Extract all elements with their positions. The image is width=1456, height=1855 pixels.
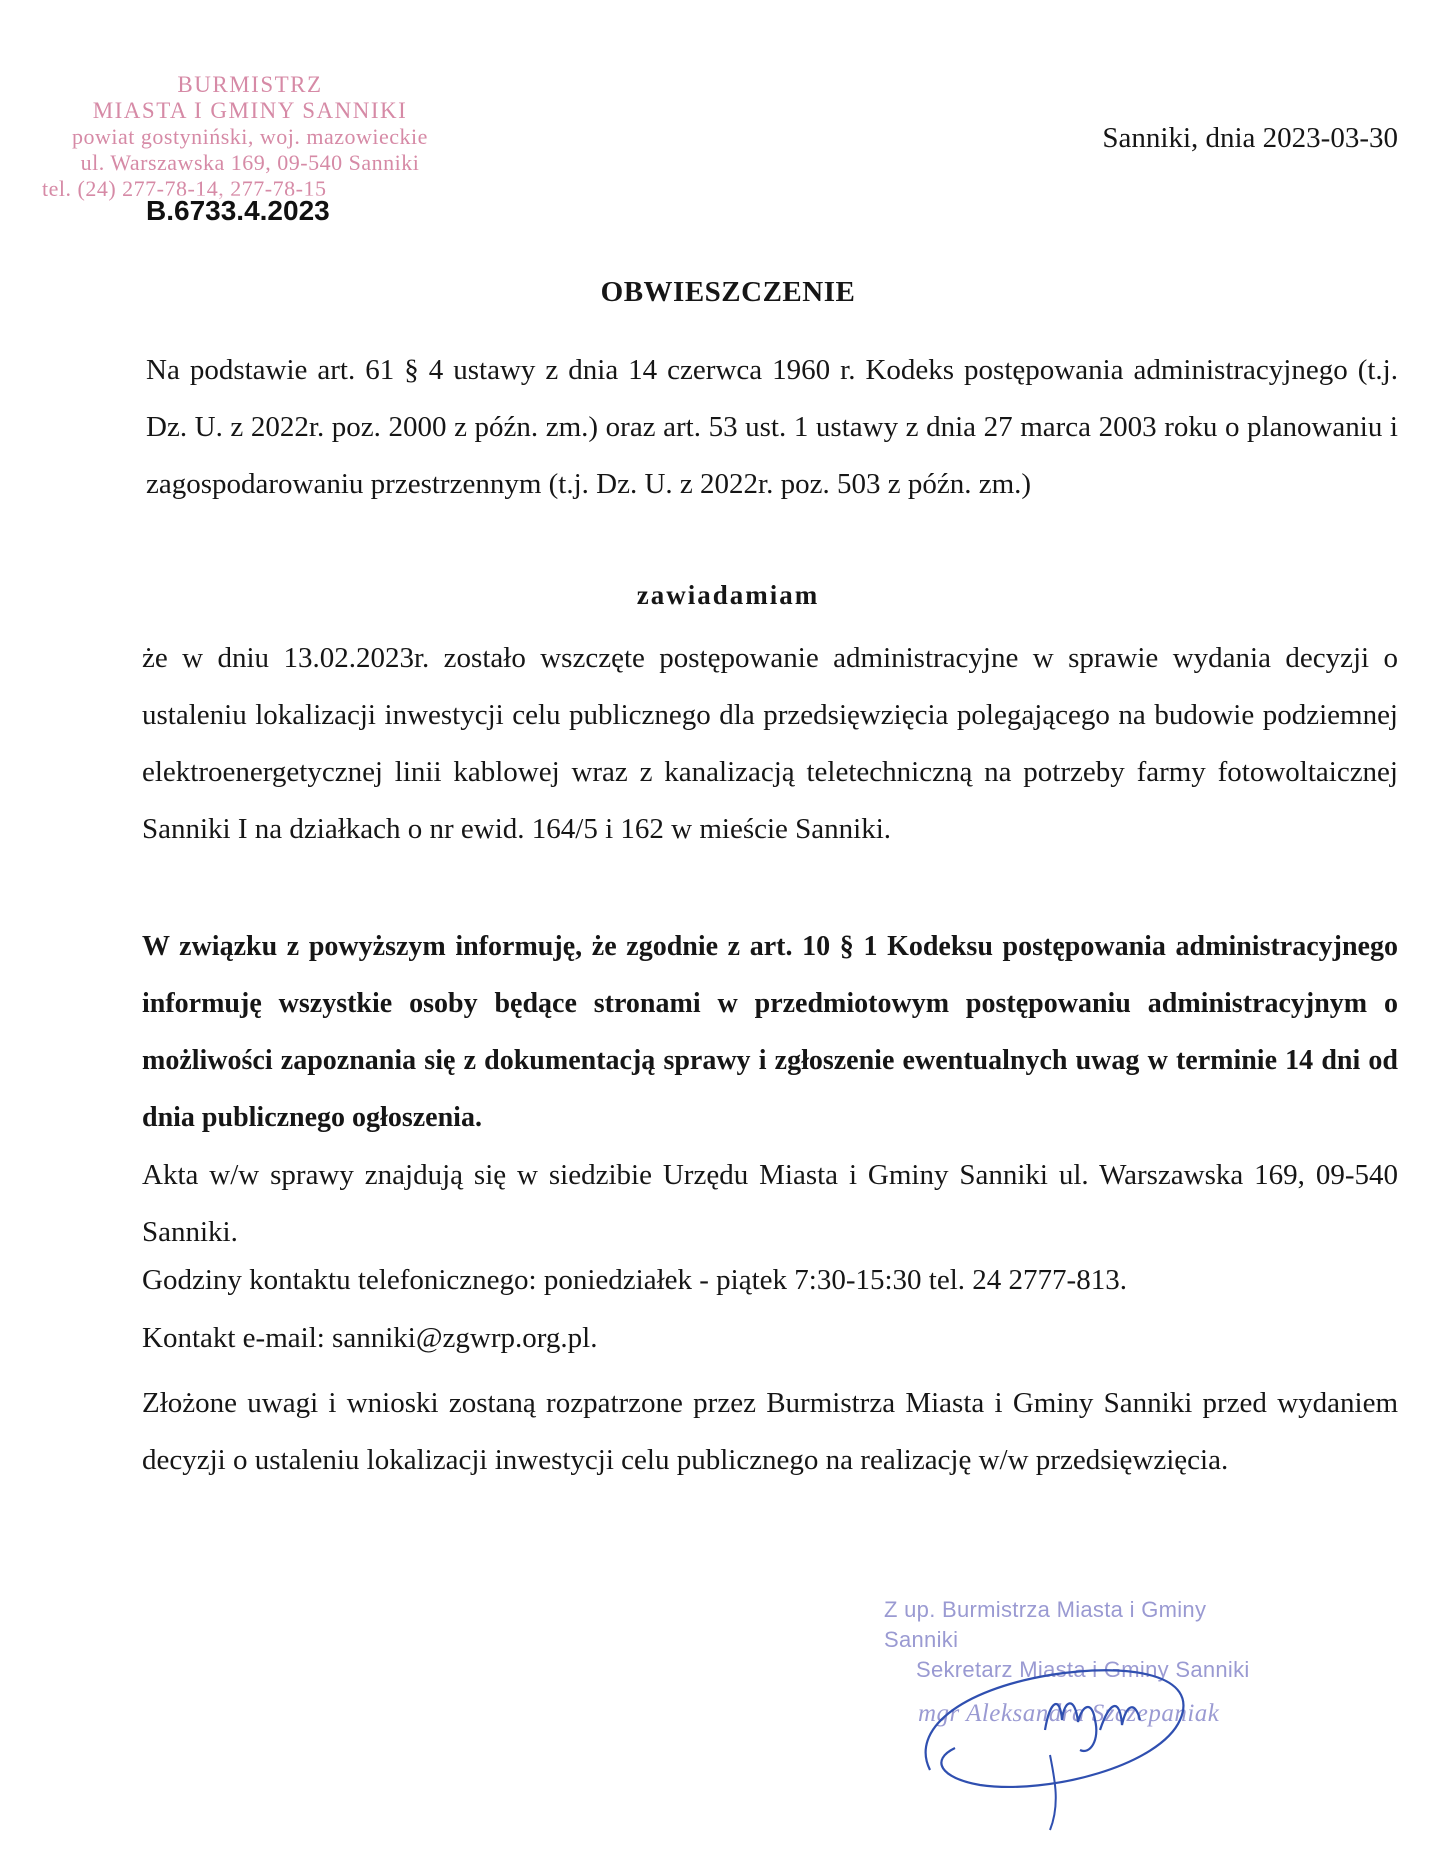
date-line: Sanniki, dnia 2023-03-30 — [1102, 122, 1398, 154]
notify-heading: zawiadamiam — [636, 580, 820, 610]
handwritten-signature — [900, 1580, 1220, 1840]
phone-hours-line: Godziny kontaktu telefonicznego: poniedziałek - piątek 7:30-15:30 tel. 24 2777-813. — [142, 1264, 1127, 1296]
reference-number: B.6733.4.2023 — [146, 195, 330, 226]
proceeding-paragraph: że w dniu 13.02.2023r. zostało wszczęte postępowanie administracyjne w sprawie wydania decyzji o ustaleniu lokalizacji inwestycji celu publicznego dla przedsięwzięcia polegającego na budowie podziemnej elektroenergetycznej linii kablowej wraz z kanalizacją teletechniczną na potrzeby farmy fotowoltaicznej Sanniki I na działkach o nr ewid. 164/5 i 162 w mieście Sanniki. — [142, 642, 1398, 845]
remarks-paragraph: Złożone uwagi i wnioski zostaną rozpatrzone przez Burmistrza Miasta i Gminy Sanniki przed wydaniem decyzji o ustaleniu lokalizacji inwestycji celu publicznego na realizację w/w przedsięwzięcia. — [142, 1387, 1398, 1476]
signatory-name: mgr Aleksandra Szczepaniak — [918, 1700, 1220, 1727]
files-location-paragraph: Akta w/w sprawy znajdują się w siedzibie Urzędu Miasta i Gminy Sanniki ul. Warszawska 169, 09-540 Sanniki. — [142, 1159, 1398, 1248]
signature-authority-line: Z up. Burmistrza Miasta i Gminy Sanniki — [884, 1597, 1207, 1652]
legal-basis-paragraph: Na podstawie art. 61 § 4 ustawy z dnia 14 czerwca 1960 r. Kodeks postępowania administracyjnego (t.j. Dz. U. z 2022r. poz. 2000 z późn. zm.) oraz art. 53 ust. 1 ustawy z dnia 27 marca 2003 roku o planowaniu i zagospodarowaniu przestrzennym (t.j. Dz. U. z 2022r. poz. 503 z późn. zm.) — [146, 354, 1398, 500]
notice-paragraph-bold: W związku z powyższym informuję, że zgodnie z art. 10 § 1 Kodeksu postępowania administracyjnego informuję wszystkie osoby będące stronami w przedmiotowym postępowaniu administracyjnym o możliwości zapoznania się z dokumentacją sprawy i zgłoszenie ewentualnych uwag w terminie 14 dni od dnia publicznego ogłoszenia. — [142, 931, 1398, 1133]
stamp-line-phone: tel. (24) 277-78-14, 277-78-15 — [42, 176, 327, 201]
stamp-line-office: MIASTA I GMINY SANNIKI — [92, 98, 408, 123]
signature-role-line: Sekretarz Miasta i Gminy Sanniki — [916, 1657, 1250, 1682]
stamp-line-region: powiat gostyniński, woj. mazowieckie — [72, 124, 428, 149]
stamp-line-address: ul. Warszawska 169, 09-540 Sanniki — [80, 150, 420, 175]
document-title: OBWIESZCZENIE — [600, 276, 856, 308]
office-stamp — [30, 72, 470, 202]
stamp-line-title: BURMISTRZ — [177, 72, 323, 97]
email-line: Kontakt e-mail: sanniki@zgwrp.org.pl. — [142, 1322, 598, 1354]
